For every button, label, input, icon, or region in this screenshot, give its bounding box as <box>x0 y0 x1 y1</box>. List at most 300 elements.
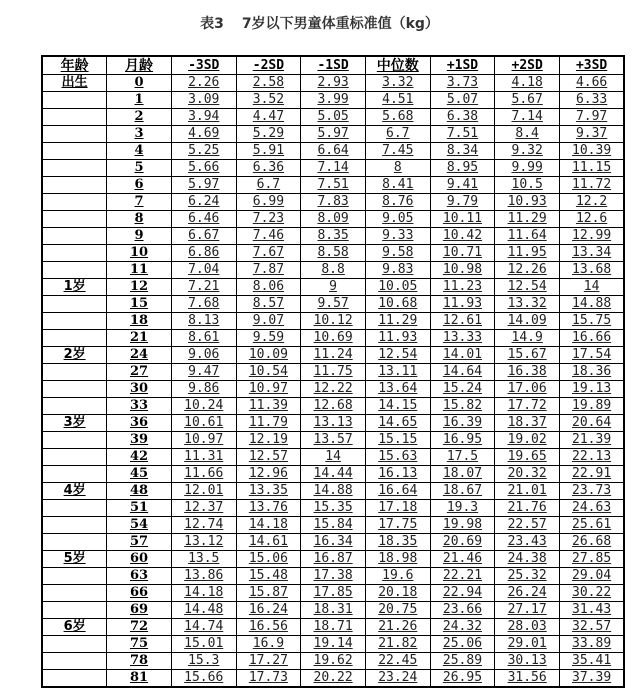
plus-2sd-cell: 21.01 <box>495 483 560 500</box>
weight-standard-table <box>41 55 625 688</box>
median-cell: 10.68 <box>365 296 430 313</box>
table-row <box>42 517 624 534</box>
plus-1sd-cell: 25.06 <box>430 636 495 653</box>
table-row <box>42 245 624 262</box>
plus-2sd-cell: 31.56 <box>495 670 560 688</box>
age-cell: 2岁 <box>42 347 107 364</box>
age-cell: 3岁 <box>42 415 107 432</box>
minus-1sd-cell: 12.68 <box>301 398 366 415</box>
plus-3sd-cell: 25.61 <box>560 517 625 534</box>
minus-2sd-cell: 14.61 <box>236 534 301 551</box>
table-row <box>42 585 624 602</box>
median-cell: 8.76 <box>365 194 430 211</box>
age-cell <box>42 364 107 381</box>
table-row <box>42 534 624 551</box>
table-row <box>42 92 624 109</box>
median-cell: 9.58 <box>365 245 430 262</box>
minus-1sd-cell: 17.38 <box>301 568 366 585</box>
age-cell <box>42 653 107 670</box>
plus-2sd-cell: 12.54 <box>495 279 560 296</box>
plus-1sd-cell: 11.93 <box>430 296 495 313</box>
table-row <box>42 551 624 568</box>
median-cell: 16.13 <box>365 466 430 483</box>
age-cell <box>42 585 107 602</box>
plus-1sd-cell: 10.98 <box>430 262 495 279</box>
minus-3sd-cell: 6.86 <box>171 245 236 262</box>
table-row <box>42 500 624 517</box>
month-age-cell: 30 <box>107 381 172 398</box>
table-row <box>42 143 624 160</box>
header-minus-2sd: -2SD <box>236 56 301 75</box>
header-month-age: 月龄 <box>107 56 172 75</box>
plus-2sd-cell: 14.09 <box>495 313 560 330</box>
plus-1sd-cell: 20.69 <box>430 534 495 551</box>
month-age-cell: 60 <box>107 551 172 568</box>
plus-3sd-cell: 13.34 <box>560 245 625 262</box>
minus-1sd-cell: 2.93 <box>301 75 366 92</box>
minus-3sd-cell: 13.86 <box>171 568 236 585</box>
minus-2sd-cell: 17.27 <box>236 653 301 670</box>
minus-2sd-cell: 5.91 <box>236 143 301 160</box>
minus-1sd-cell: 7.51 <box>301 177 366 194</box>
minus-2sd-cell: 10.09 <box>236 347 301 364</box>
table-row <box>42 381 624 398</box>
median-cell: 8.41 <box>365 177 430 194</box>
plus-3sd-cell: 18.36 <box>560 364 625 381</box>
plus-1sd-cell: 5.07 <box>430 92 495 109</box>
plus-1sd-cell: 9.41 <box>430 177 495 194</box>
month-age-cell: 0 <box>107 75 172 92</box>
plus-3sd-cell: 21.39 <box>560 432 625 449</box>
plus-1sd-cell: 15.24 <box>430 381 495 398</box>
median-cell: 21.26 <box>365 619 430 636</box>
table-row <box>42 313 624 330</box>
plus-1sd-cell: 16.95 <box>430 432 495 449</box>
minus-1sd-cell: 10.12 <box>301 313 366 330</box>
month-age-cell: 15 <box>107 296 172 313</box>
age-cell <box>42 143 107 160</box>
month-age-cell: 10 <box>107 245 172 262</box>
minus-2sd-cell: 2.58 <box>236 75 301 92</box>
minus-2sd-cell: 7.67 <box>236 245 301 262</box>
plus-2sd-cell: 13.32 <box>495 296 560 313</box>
month-age-cell: 75 <box>107 636 172 653</box>
plus-1sd-cell: 16.39 <box>430 415 495 432</box>
table-row <box>42 449 624 466</box>
plus-2sd-cell: 22.57 <box>495 517 560 534</box>
age-cell <box>42 194 107 211</box>
table-row <box>42 398 624 415</box>
table-row <box>42 211 624 228</box>
age-cell <box>42 636 107 653</box>
minus-2sd-cell: 12.19 <box>236 432 301 449</box>
plus-1sd-cell: 18.67 <box>430 483 495 500</box>
header-age: 年龄 <box>42 56 107 75</box>
table-row <box>42 160 624 177</box>
median-cell: 16.64 <box>365 483 430 500</box>
header-plus-1sd: +1SD <box>430 56 495 75</box>
median-cell: 3.32 <box>365 75 430 92</box>
table-row <box>42 619 624 636</box>
table-title <box>0 13 639 33</box>
minus-2sd-cell: 6.7 <box>236 177 301 194</box>
plus-1sd-cell: 18.07 <box>430 466 495 483</box>
plus-3sd-cell: 33.89 <box>560 636 625 653</box>
plus-3sd-cell: 11.15 <box>560 160 625 177</box>
minus-2sd-cell: 12.57 <box>236 449 301 466</box>
plus-3sd-cell: 16.66 <box>560 330 625 347</box>
age-cell <box>42 262 107 279</box>
minus-2sd-cell: 5.29 <box>236 126 301 143</box>
median-cell: 14.65 <box>365 415 430 432</box>
minus-3sd-cell: 5.66 <box>171 160 236 177</box>
minus-2sd-cell: 7.23 <box>236 211 301 228</box>
minus-1sd-cell: 8.35 <box>301 228 366 245</box>
plus-2sd-cell: 26.24 <box>495 585 560 602</box>
plus-1sd-cell: 3.73 <box>430 75 495 92</box>
minus-2sd-cell: 8.06 <box>236 279 301 296</box>
plus-3sd-cell: 23.73 <box>560 483 625 500</box>
minus-3sd-cell: 6.24 <box>171 194 236 211</box>
plus-2sd-cell: 17.72 <box>495 398 560 415</box>
month-age-cell: 9 <box>107 228 172 245</box>
month-age-cell: 78 <box>107 653 172 670</box>
minus-1sd-cell: 12.22 <box>301 381 366 398</box>
age-cell <box>42 432 107 449</box>
minus-2sd-cell: 13.35 <box>236 483 301 500</box>
plus-3sd-cell: 14.88 <box>560 296 625 313</box>
minus-2sd-cell: 6.36 <box>236 160 301 177</box>
median-cell: 10.05 <box>365 279 430 296</box>
minus-3sd-cell: 10.97 <box>171 432 236 449</box>
minus-3sd-cell: 8.13 <box>171 313 236 330</box>
table-row <box>42 432 624 449</box>
minus-3sd-cell: 5.97 <box>171 177 236 194</box>
month-age-cell: 54 <box>107 517 172 534</box>
header-minus-1sd: -1SD <box>301 56 366 75</box>
minus-1sd-cell: 9 <box>301 279 366 296</box>
median-cell: 17.75 <box>365 517 430 534</box>
minus-1sd-cell: 8.58 <box>301 245 366 262</box>
minus-3sd-cell: 4.69 <box>171 126 236 143</box>
plus-1sd-cell: 11.23 <box>430 279 495 296</box>
median-cell: 9.83 <box>365 262 430 279</box>
age-cell <box>42 228 107 245</box>
header-plus-3sd: +3SD <box>560 56 625 75</box>
month-age-cell: 7 <box>107 194 172 211</box>
plus-2sd-cell: 21.76 <box>495 500 560 517</box>
minus-3sd-cell: 7.21 <box>171 279 236 296</box>
median-cell: 6.7 <box>365 126 430 143</box>
minus-1sd-cell: 8.09 <box>301 211 366 228</box>
plus-3sd-cell: 31.43 <box>560 602 625 619</box>
plus-1sd-cell: 23.66 <box>430 602 495 619</box>
plus-2sd-cell: 5.67 <box>495 92 560 109</box>
minus-2sd-cell: 15.48 <box>236 568 301 585</box>
table-row <box>42 194 624 211</box>
minus-1sd-cell: 10.69 <box>301 330 366 347</box>
age-cell: 4岁 <box>42 483 107 500</box>
age-cell <box>42 126 107 143</box>
plus-3sd-cell: 10.39 <box>560 143 625 160</box>
minus-3sd-cell: 10.61 <box>171 415 236 432</box>
plus-3sd-cell: 11.72 <box>560 177 625 194</box>
minus-1sd-cell: 8.8 <box>301 262 366 279</box>
age-cell <box>42 602 107 619</box>
plus-1sd-cell: 14.64 <box>430 364 495 381</box>
minus-3sd-cell: 15.66 <box>171 670 236 688</box>
header-minus-3sd: -3SD <box>171 56 236 75</box>
plus-2sd-cell: 20.32 <box>495 466 560 483</box>
plus-1sd-cell: 10.71 <box>430 245 495 262</box>
month-age-cell: 21 <box>107 330 172 347</box>
minus-2sd-cell: 4.47 <box>236 109 301 126</box>
table-row <box>42 636 624 653</box>
minus-1sd-cell: 19.62 <box>301 653 366 670</box>
table-body <box>42 75 624 688</box>
table-row <box>42 466 624 483</box>
minus-2sd-cell: 16.56 <box>236 619 301 636</box>
minus-1sd-cell: 5.97 <box>301 126 366 143</box>
month-age-cell: 33 <box>107 398 172 415</box>
table-row <box>42 75 624 92</box>
plus-2sd-cell: 12.26 <box>495 262 560 279</box>
month-age-cell: 42 <box>107 449 172 466</box>
plus-1sd-cell: 21.46 <box>430 551 495 568</box>
minus-1sd-cell: 14.88 <box>301 483 366 500</box>
age-cell <box>42 245 107 262</box>
plus-1sd-cell: 22.94 <box>430 585 495 602</box>
plus-1sd-cell: 7.51 <box>430 126 495 143</box>
plus-3sd-cell: 7.97 <box>560 109 625 126</box>
plus-3sd-cell: 30.22 <box>560 585 625 602</box>
month-age-cell: 36 <box>107 415 172 432</box>
minus-3sd-cell: 6.67 <box>171 228 236 245</box>
minus-3sd-cell: 13.12 <box>171 534 236 551</box>
plus-2sd-cell: 28.03 <box>495 619 560 636</box>
plus-3sd-cell: 12.99 <box>560 228 625 245</box>
table-row <box>42 109 624 126</box>
minus-2sd-cell: 15.06 <box>236 551 301 568</box>
minus-1sd-cell: 9.57 <box>301 296 366 313</box>
plus-2sd-cell: 10.93 <box>495 194 560 211</box>
median-cell: 18.35 <box>365 534 430 551</box>
minus-3sd-cell: 3.09 <box>171 92 236 109</box>
plus-2sd-cell: 16.38 <box>495 364 560 381</box>
minus-1sd-cell: 14.44 <box>301 466 366 483</box>
age-cell <box>42 330 107 347</box>
plus-2sd-cell: 23.43 <box>495 534 560 551</box>
median-cell: 11.29 <box>365 313 430 330</box>
table-caption: 7岁以下男童体重标准值（kg） <box>241 16 439 32</box>
plus-1sd-cell: 19.98 <box>430 517 495 534</box>
table-row <box>42 330 624 347</box>
plus-3sd-cell: 26.68 <box>560 534 625 551</box>
minus-1sd-cell: 18.71 <box>301 619 366 636</box>
median-cell: 13.64 <box>365 381 430 398</box>
plus-2sd-cell: 25.32 <box>495 568 560 585</box>
month-age-cell: 5 <box>107 160 172 177</box>
median-cell: 15.15 <box>365 432 430 449</box>
minus-1sd-cell: 18.31 <box>301 602 366 619</box>
plus-2sd-cell: 15.67 <box>495 347 560 364</box>
age-cell <box>42 449 107 466</box>
minus-1sd-cell: 3.99 <box>301 92 366 109</box>
table-row <box>42 262 624 279</box>
month-age-cell: 11 <box>107 262 172 279</box>
age-cell <box>42 92 107 109</box>
plus-1sd-cell: 26.95 <box>430 670 495 688</box>
minus-1sd-cell: 13.13 <box>301 415 366 432</box>
plus-2sd-cell: 14.9 <box>495 330 560 347</box>
minus-2sd-cell: 9.59 <box>236 330 301 347</box>
median-cell: 13.11 <box>365 364 430 381</box>
table-row <box>42 228 624 245</box>
plus-3sd-cell: 4.66 <box>560 75 625 92</box>
minus-3sd-cell: 11.31 <box>171 449 236 466</box>
plus-2sd-cell: 19.65 <box>495 449 560 466</box>
median-cell: 15.63 <box>365 449 430 466</box>
age-cell <box>42 670 107 688</box>
table-row <box>42 364 624 381</box>
minus-2sd-cell: 17.73 <box>236 670 301 688</box>
month-age-cell: 27 <box>107 364 172 381</box>
minus-2sd-cell: 3.52 <box>236 92 301 109</box>
median-cell: 23.24 <box>365 670 430 688</box>
minus-1sd-cell: 17.85 <box>301 585 366 602</box>
minus-2sd-cell: 9.07 <box>236 313 301 330</box>
median-cell: 22.45 <box>365 653 430 670</box>
month-age-cell: 81 <box>107 670 172 688</box>
age-cell <box>42 381 107 398</box>
plus-3sd-cell: 29.04 <box>560 568 625 585</box>
plus-1sd-cell: 12.61 <box>430 313 495 330</box>
plus-2sd-cell: 11.64 <box>495 228 560 245</box>
minus-3sd-cell: 12.37 <box>171 500 236 517</box>
month-age-cell: 48 <box>107 483 172 500</box>
plus-1sd-cell: 17.5 <box>430 449 495 466</box>
age-cell: 出生 <box>42 75 107 92</box>
median-cell: 9.05 <box>365 211 430 228</box>
plus-2sd-cell: 9.32 <box>495 143 560 160</box>
plus-1sd-cell: 25.89 <box>430 653 495 670</box>
minus-1sd-cell: 11.24 <box>301 347 366 364</box>
minus-3sd-cell: 5.25 <box>171 143 236 160</box>
plus-1sd-cell: 10.11 <box>430 211 495 228</box>
plus-3sd-cell: 19.13 <box>560 381 625 398</box>
age-cell <box>42 177 107 194</box>
minus-1sd-cell: 11.75 <box>301 364 366 381</box>
minus-2sd-cell: 14.18 <box>236 517 301 534</box>
plus-1sd-cell: 13.33 <box>430 330 495 347</box>
plus-1sd-cell: 22.21 <box>430 568 495 585</box>
minus-2sd-cell: 16.24 <box>236 602 301 619</box>
age-cell <box>42 160 107 177</box>
age-cell <box>42 534 107 551</box>
month-age-cell: 18 <box>107 313 172 330</box>
median-cell: 12.54 <box>365 347 430 364</box>
month-age-cell: 51 <box>107 500 172 517</box>
age-cell: 5岁 <box>42 551 107 568</box>
plus-1sd-cell: 10.42 <box>430 228 495 245</box>
median-cell: 11.93 <box>365 330 430 347</box>
minus-3sd-cell: 12.01 <box>171 483 236 500</box>
minus-3sd-cell: 15.3 <box>171 653 236 670</box>
month-age-cell: 45 <box>107 466 172 483</box>
median-cell: 20.18 <box>365 585 430 602</box>
plus-2sd-cell: 30.13 <box>495 653 560 670</box>
minus-3sd-cell: 6.46 <box>171 211 236 228</box>
month-age-cell: 8 <box>107 211 172 228</box>
plus-2sd-cell: 8.4 <box>495 126 560 143</box>
minus-1sd-cell: 19.14 <box>301 636 366 653</box>
plus-2sd-cell: 11.95 <box>495 245 560 262</box>
age-cell <box>42 109 107 126</box>
plus-3sd-cell: 14 <box>560 279 625 296</box>
table-row <box>42 670 624 688</box>
table-row <box>42 653 624 670</box>
plus-1sd-cell: 14.01 <box>430 347 495 364</box>
age-cell: 6岁 <box>42 619 107 636</box>
table-row <box>42 568 624 585</box>
minus-1sd-cell: 13.57 <box>301 432 366 449</box>
minus-3sd-cell: 13.5 <box>171 551 236 568</box>
plus-3sd-cell: 22.91 <box>560 466 625 483</box>
plus-2sd-cell: 19.02 <box>495 432 560 449</box>
minus-3sd-cell: 12.74 <box>171 517 236 534</box>
plus-1sd-cell: 8.34 <box>430 143 495 160</box>
table-row <box>42 347 624 364</box>
median-cell: 17.18 <box>365 500 430 517</box>
plus-2sd-cell: 17.06 <box>495 381 560 398</box>
minus-1sd-cell: 7.14 <box>301 160 366 177</box>
minus-1sd-cell: 7.83 <box>301 194 366 211</box>
month-age-cell: 24 <box>107 347 172 364</box>
plus-3sd-cell: 24.63 <box>560 500 625 517</box>
plus-2sd-cell: 10.5 <box>495 177 560 194</box>
month-age-cell: 66 <box>107 585 172 602</box>
month-age-cell: 12 <box>107 279 172 296</box>
median-cell: 18.98 <box>365 551 430 568</box>
plus-3sd-cell: 27.85 <box>560 551 625 568</box>
table-row <box>42 279 624 296</box>
plus-2sd-cell: 9.99 <box>495 160 560 177</box>
plus-3sd-cell: 12.2 <box>560 194 625 211</box>
age-cell <box>42 296 107 313</box>
median-cell: 8 <box>365 160 430 177</box>
minus-3sd-cell: 11.66 <box>171 466 236 483</box>
plus-3sd-cell: 12.6 <box>560 211 625 228</box>
minus-2sd-cell: 11.79 <box>236 415 301 432</box>
minus-1sd-cell: 6.64 <box>301 143 366 160</box>
minus-2sd-cell: 12.96 <box>236 466 301 483</box>
plus-2sd-cell: 27.17 <box>495 602 560 619</box>
age-cell <box>42 517 107 534</box>
minus-2sd-cell: 8.57 <box>236 296 301 313</box>
month-age-cell: 57 <box>107 534 172 551</box>
month-age-cell: 6 <box>107 177 172 194</box>
plus-1sd-cell: 9.79 <box>430 194 495 211</box>
age-cell: 1岁 <box>42 279 107 296</box>
month-age-cell: 69 <box>107 602 172 619</box>
minus-3sd-cell: 15.01 <box>171 636 236 653</box>
plus-2sd-cell: 18.37 <box>495 415 560 432</box>
minus-3sd-cell: 9.47 <box>171 364 236 381</box>
median-cell: 21.82 <box>365 636 430 653</box>
plus-1sd-cell: 19.3 <box>430 500 495 517</box>
plus-3sd-cell: 22.13 <box>560 449 625 466</box>
median-cell: 4.51 <box>365 92 430 109</box>
